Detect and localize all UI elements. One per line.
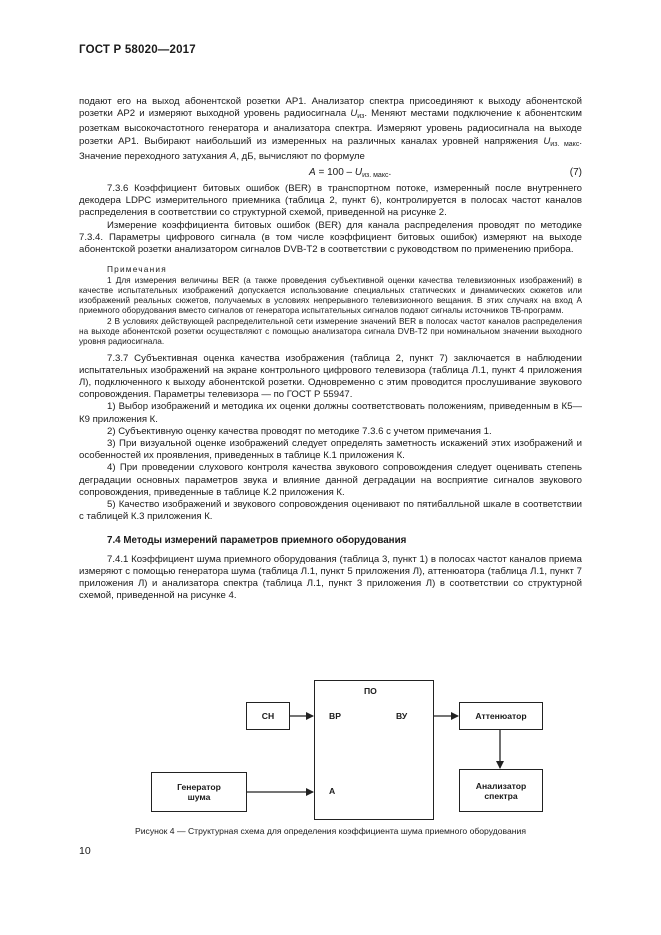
notes-heading: Примечания [107,264,167,275]
spectrum-analyzer-box [459,769,543,812]
paragraph-7-3-6-ber: Измерение коэффициента битовых ошибок (BER) для канала распределения проводят по методике 7.3.4. Параметры цифрового сигнала (в том числе коэффициент битовых ошибок) измеряют на выходе абонентской розетки анализатором сигналов DVB-T2 в соответствии с руководством по применению прибора. [79,219,582,256]
figure-caption: Рисунок 4 — Структурная схема для определения коэффициента шума приемного оборудования [135,826,526,836]
device-under-test-box [314,680,434,820]
list-item: 5) Качество изображений и звукового сопровождения оценивают по пятибалльной шкале в соответствии с таблицей К.3 приложения К. [79,499,582,523]
device-under-test-label: ПО [364,686,377,696]
figure-4-diagram [79,672,582,820]
page-body [79,96,582,602]
noise-generator-box [151,772,247,812]
paragraph-7-4-1: 7.4.1 Коэффициент шума приемного оборудования (таблица 3, пункт 1) в полосах частот каналов приема измеряют с помощью генератора шума (таблица Л.1, пункт 5 приложения Л), аттенюатора (таблица Л.1, пункт 7 приложения Л) и анализатора спектра (таблица Л.1, пункт 3 приложения Л) в соответствии со структурной схемой, приведенной на рисунке 4. [79,553,582,602]
attenuator-box: Аттенюатор [459,702,543,730]
page-number: 10 [79,845,91,857]
port-vu-label: ВУ [396,711,408,721]
paragraph-7-3-7: 7.3.7 Субъективная оценка качества изображения (таблица 2, пункт 7) заключается в наблюдении испытательных изображений на экране контрольного цифрового телевизора (таблица Л.1, пункт 4 приложения Л), подключенного к выходу абонентской розетки. Одновременно с этим проводится прослушивание звукового сопровождения. Параметры телевизора — по ГОСТ Р 55947. [79,352,582,401]
sn-box: СН [246,702,290,730]
notes-block [79,264,582,346]
paragraph-transfer-attenuation: подают его на выход абонентской розетки АР1. Анализатор спектра присоединяют к выходу абонентской розетки АР2 и измеряют выходной уровень радиосигнала $U_{из}$. Меняют местами подключение к абонентским розеткам высокочастотного генератора и анализатора спектра. Измеряют уровень радиосигнала на выходе розетки АР1. Выбирают наибольший из измеренных на различных каналах уровней напряжения $U_{из. макс}$. Значение переходного затухания А, дБ, вычисляют по формуле [79,96,582,162]
note-1: 1 Для измерения величины BER (а также проведения субъективной оценки качества телевизионных изображений) в качестве испытательных изображений допускается использование специальных статических и динамических сюжетов или изображений реальных сюжетов, получаемых в условиях непрерывного телевизионного вещания. В этих случаях на вход А приемного оборудования вместо сигналов от генератора испытательных сигналов подают сигналы источников ТВ-программ. [79,274,582,316]
list-item: 2) Субъективную оценку качества проводят по методике 7.3.6 с учетом примечания 1. [107,425,492,437]
paragraph-7-3-6: 7.3.6 Коэффициент битовых ошибок (BER) в транспортном потоке, измеренный после внутреннего декодера LDPC измерительного приемника (таблица 2, пункт 6), контролируется в полосах частот каналов распределения в соответствии со структурной схемой, приведенной на рисунке 2. [79,183,582,219]
list-item: 4) При проведении слухового контроля качества звукового сопровождения следует оценивать степень деградации основных параметров звука и влияние данной деградации на восприятие сигналов звукового сопровождения, приведенные в таблице К.2 приложения К. [79,462,582,498]
noise-generator-label-line1: Генератор [177,782,221,792]
formula-7 [79,165,582,183]
port-a-label: А [329,786,336,796]
list-item: 1) Выбор изображений и методика их оценки должны соответствовать положениям, приведенным в К5—К9 приложения К. [79,401,582,425]
document-code-header: ГОСТ Р 58020—2017 [79,44,196,56]
note-2: 2 В условиях действующей распределительной сети измерение значений BER в полосах частот каналов распределения на выходе абонентской розетки осуществляют с помощью анализатора сигнала DVB-T2 при номинальном значении выходного уровня радиосигнала. [79,315,582,347]
formula-number: (7) [569,167,582,179]
port-vr-label: ВР [329,711,341,721]
formula-expression: $А = 100 - U_{из. макс}$. [309,167,392,180]
list-item: 3) При визуальной оценке изображений следует определять заметность искажений этих изображений и особенностей их проявления, приведенных в таблице К.1 приложения К. [79,438,582,462]
section-heading-7-4: 7.4 Методы измерений параметров приемного оборудования [107,535,407,547]
spectrum-analyzer-label-line2: спектра [484,790,518,801]
noise-generator-label-line2: шума [187,792,211,802]
spectrum-analyzer-label-line1: Анализатор [475,780,527,791]
